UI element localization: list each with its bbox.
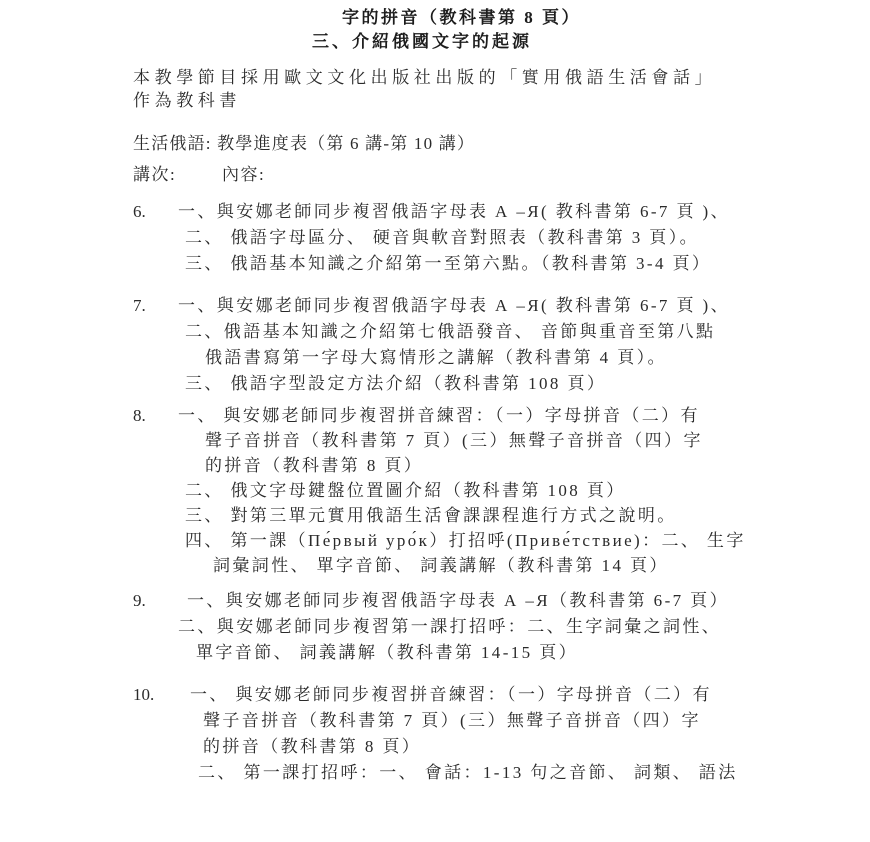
- lesson-line: 三、 對第三單元實用俄語生活會課課程進行方式之說明。: [185, 506, 677, 525]
- lesson-number: 10.: [133, 685, 155, 704]
- continuation-line-1: 字的拼音（教科書第 8 頁）: [342, 8, 581, 27]
- lesson-line: 二、 第一課打招呼：一、 會話：1-13 句之音節、 詞類、 語法: [198, 763, 738, 782]
- lesson-line: 二、俄語基本知識之介紹第七俄語發音、 音節與重音至第八點: [185, 322, 716, 341]
- lesson-line: 二、 俄文字母鍵盤位置圖介紹（教科書第 108 頁）: [185, 481, 626, 500]
- lesson-number: 6.: [133, 202, 146, 221]
- lesson-line: 二、與安娜老師同步複習第一課打招呼：二、生字詞彙之詞性、: [178, 617, 722, 636]
- lesson-line: 詞彙詞性、 單字音節、 詞義講解（教科書第 14 頁）: [213, 556, 669, 575]
- intro-paragraph: [133, 66, 830, 112]
- intro-line-2: 作為教科書: [133, 91, 241, 110]
- column-content-label: 內容:: [222, 165, 266, 184]
- lesson-number: 8.: [133, 406, 146, 425]
- lesson-line: 一、 與安娜老師同步複習拼音練習：（一）字母拼音（二）有: [178, 406, 700, 425]
- lesson-line: 三、 俄語基本知識之介紹第一至第六點。（教科書第 3-4 頁）: [185, 254, 712, 273]
- lesson-content: [178, 403, 830, 578]
- lesson-line: 二、 俄語字母區分、 硬音與軟音對照表（教科書第 3 頁）。: [185, 228, 699, 247]
- lesson-line: 的拼音（教科書第 8 頁）: [203, 737, 422, 756]
- column-lecture-label: 講次:: [133, 165, 177, 184]
- lesson-line: 單字音節、 詞義講解（教科書第 14-15 頁）: [196, 643, 579, 662]
- lesson-number: 7.: [133, 296, 146, 315]
- lesson-row-7: [133, 293, 830, 397]
- lesson-line: 一、與安娜老師同步複習俄語字母表 А –Я( 教科書第 6-7 頁 )、: [178, 202, 730, 221]
- lesson-line: 三、 俄語字型設定方法介紹（教科書第 108 頁）: [185, 374, 607, 393]
- lesson-line: 四、 第一課（Пе́рвый уро́к）打招呼(Приве́тствие)：二、 生字: [185, 531, 746, 550]
- lesson-line: 俄語書寫第一字母大寫情形之講解（教科書第 4 頁）。: [205, 348, 667, 367]
- lesson-number: 9.: [133, 591, 146, 610]
- lesson-line: 一、 與安娜老師同步複習拼音練習：（一）字母拼音（二）有: [190, 685, 712, 704]
- schedule-heading: 生活俄語: 教學進度表（第 6 講-第 10 講）: [133, 134, 476, 153]
- lesson-row-10: [133, 682, 830, 786]
- lesson-line: 的拼音（教科書第 8 頁）: [205, 456, 424, 475]
- lesson-line: 一、與安娜老師同步複習俄語字母表 А –Я( 教科書第 6-7 頁 )、: [178, 296, 730, 315]
- lesson-row-8: [133, 403, 830, 578]
- lesson-line: 一、與安娜老師同步複習俄語字母表 А –Я（教科書第 6-7 頁）: [187, 591, 729, 610]
- lesson-content: [178, 682, 830, 786]
- lesson-content: [178, 588, 830, 666]
- intro-line-1: 本教學節目採用歐文文化出版社出版的「實用俄語生活會話」: [133, 68, 717, 87]
- continuation-line-2: 三、介紹俄國文字的起源: [312, 32, 532, 51]
- lesson-content: [178, 199, 830, 277]
- schedule-column-headers: [133, 163, 830, 186]
- lesson-row-6: [133, 199, 830, 277]
- lesson-row-9: [133, 588, 830, 666]
- lesson-line: 聲子音拼音（教科書第 7 頁）(三）無聲子音拼音（四）字: [205, 431, 703, 450]
- lesson-line: 聲子音拼音（教科書第 7 頁）(三）無聲子音拼音（四）字: [203, 711, 701, 730]
- lesson-content: [178, 293, 830, 397]
